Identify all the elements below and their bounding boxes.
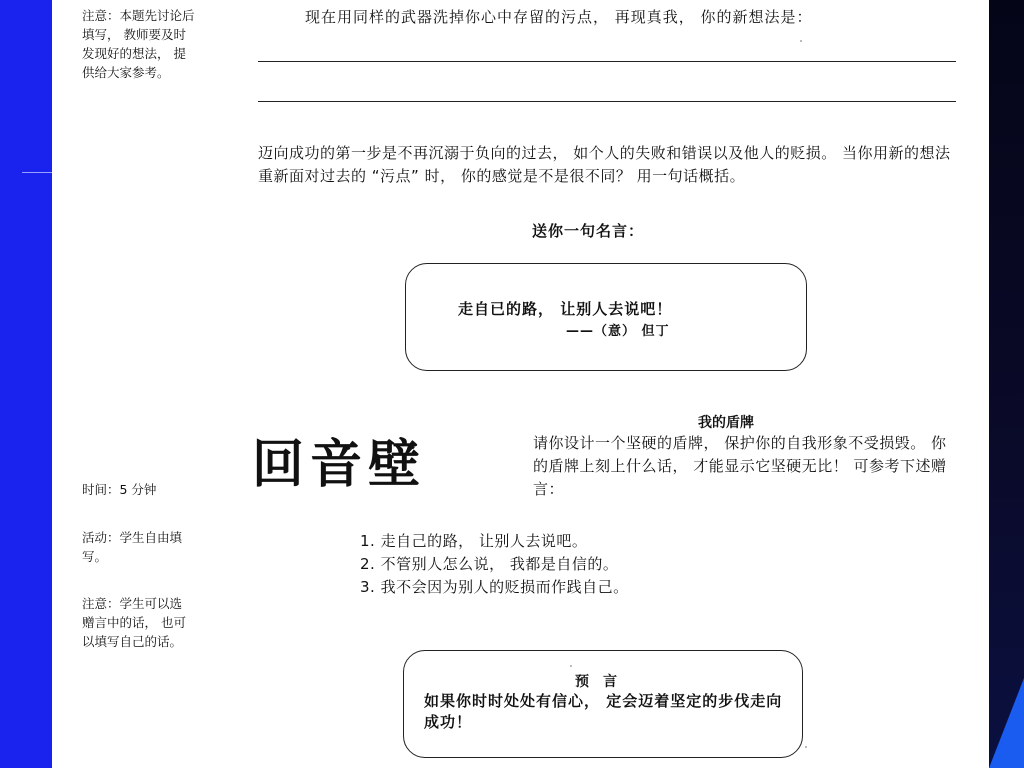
answer-line-2 [258, 101, 956, 102]
scan-speck [805, 746, 807, 748]
answer-line-1 [258, 61, 956, 62]
motto-list [360, 530, 629, 599]
prompt-line: 现在用同样的武器洗掉你心中存留的污点， 再现真我， 你的新想法是： [305, 8, 813, 26]
quote-text: 走自已的路， 让别人去说吧！ [458, 300, 673, 318]
forecast-body: 如果你时时处处有信心， 定会迈着坚定的步伐走向成功！ [424, 692, 783, 731]
quote-box [405, 263, 807, 371]
paragraph-success: 迈向成功的第一步是不再沉溺于负向的过去， 如个人的失败和错误以及他人的贬损。 当你用新的想法重新面对过去的 “污点” 时， 你的感觉是不是很不同？ 用一句话概括。 [258, 144, 951, 185]
echo-wall-heading: 回音壁 [252, 434, 427, 495]
quote-author: ——（意） 但丁 [566, 324, 670, 339]
list-item: 3. 我不会因为别人的贬损而作践自己。 [360, 578, 629, 596]
scan-speck [570, 665, 572, 667]
quote-section-title: 送你一句名言： [532, 222, 645, 240]
shield-title: 我的盾牌 [698, 415, 754, 431]
list-item: 2. 不管别人怎么说， 我都是自信的。 [360, 555, 619, 573]
left-blue-bar [0, 0, 52, 768]
list-item: 1. 走自己的路， 让别人去说吧。 [360, 532, 588, 550]
shield-body: 请你设计一个坚硬的盾牌， 保护你的自我形象不受损毁。 你的盾牌上刻上什么话， 才能显示它坚硬无比！ 可参考下述赠言： [533, 434, 947, 498]
forecast-box [403, 650, 803, 758]
corner-triangle [989, 678, 1024, 768]
side-note-activity: 活动：学生自由填写。 [82, 530, 183, 564]
scan-speck [800, 40, 802, 42]
forecast-title: 预言 [575, 674, 631, 690]
side-note-time: 时间：5 分钟 [82, 482, 157, 497]
right-dark-bar [989, 0, 1024, 768]
side-note-tip: 注意：学生可以选赠言中的话， 也可以填写自己的话。 [82, 596, 186, 649]
scan-artifact [22, 172, 52, 173]
side-note-discussion: 注意：本题先讨论后填写， 教师要及时发现好的想法， 提供给大家参考。 [82, 8, 195, 80]
